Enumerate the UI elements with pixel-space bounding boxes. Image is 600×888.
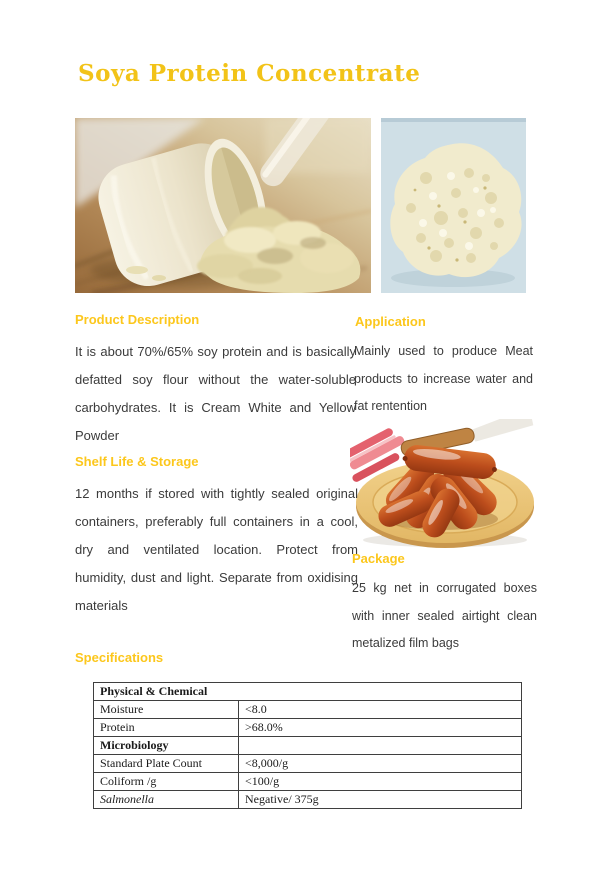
- table-row-label: Moisture: [94, 701, 239, 719]
- table-row-physical-chemical-group: [94, 683, 522, 701]
- powder-pile-illustration: [381, 118, 526, 293]
- table-group-label: Physical & Chemical: [94, 683, 522, 701]
- scoop-powder-photo: [75, 118, 371, 293]
- shelf-life-storage-text: 12 months if stored with tightly sealed original containers, preferably full containers in a cool, dry and ventilated location. Protect from humidity, dust and light. Separate from oxidising materials: [75, 486, 358, 613]
- scoop-powder-illustration: [75, 118, 371, 293]
- product-description-text: It is about 70%/65% soy protein and is basically defatted soy flour without the water-soluble carbohydrates. It is Cream White and Yellow Powder: [75, 344, 356, 443]
- powder-pile-photo: [381, 118, 526, 293]
- package-heading: Package: [352, 551, 405, 566]
- table-row-value: >68.0%: [239, 719, 522, 737]
- table-row-value: <8.0: [239, 701, 522, 719]
- table-row-value: [239, 737, 522, 755]
- specifications-heading: Specifications: [75, 650, 164, 665]
- page-title: Soya Protein Concentrate: [78, 60, 421, 87]
- table-row-label: Salmonella: [94, 791, 239, 809]
- table-row-label: Coliform /g: [94, 773, 239, 791]
- table-row-coliform: [94, 773, 522, 791]
- table-row-microbiology-group: [94, 737, 522, 755]
- product-description-heading: Product Description: [75, 312, 200, 327]
- table-row-label: Standard Plate Count: [94, 755, 239, 773]
- application-heading: Application: [355, 314, 426, 329]
- table-row-value: Negative/ 375g: [239, 791, 522, 809]
- specifications-table: [93, 682, 522, 809]
- sausages-illustration: [350, 419, 536, 550]
- sausages-photo: [350, 419, 536, 550]
- table-row-salmonella: [94, 791, 522, 809]
- table-row-protein: [94, 719, 522, 737]
- table-row-value: <8,000/g: [239, 755, 522, 773]
- table-row-moisture: [94, 701, 522, 719]
- package-text: 25 kg net in corrugated boxes with inner sealed airtight clean metalized film bags: [352, 581, 537, 650]
- table-row-value: <100/g: [239, 773, 522, 791]
- table-row-label: Protein: [94, 719, 239, 737]
- table-row-standard-plate-count: [94, 755, 522, 773]
- shelf-life-storage-heading: Shelf Life & Storage: [75, 454, 199, 469]
- table-group-label: Microbiology: [94, 737, 239, 755]
- application-text: Mainly used to produce Meat products to increase water and fat rentention: [354, 344, 533, 413]
